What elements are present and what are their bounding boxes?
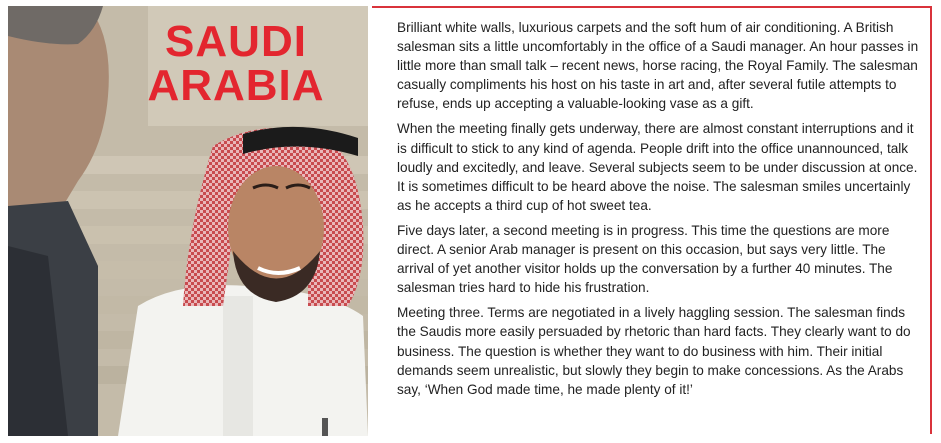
title-line-2: ARABIA: [147, 61, 325, 110]
paragraph-1: Brilliant white walls, luxurious carpets and the soft hum of air conditioning. A British salesman sits a little uncomfortably in the office of a Saudi manager. An hour passes in little more than small talk – recent news, horse racing, the Royal Family. The salesman casually compliments his host on his taste in art and, after several futile attempts to refuse, ends up accepting a valuable-looking vase as a gift.: [397, 20, 919, 112]
page-title: [126, 17, 346, 110]
paragraph-2: When the meeting finally gets underway, there are almost constant interruptions and it is difficult to stick to any kind of agenda. People drift into the office unannounced, talk loudly and excitedly, and leave. Several subjects seem to be under discussion at once. It is sometimes difficult to be heard above the noise. The salesman smiles uncertainly as he accepts a third cup of hot sweet tea.: [397, 121, 918, 213]
photo-two-businessmen: [8, 6, 368, 436]
paragraph-4: Meeting three. Terms are negotiated in a lively haggling session. The salesman finds the Saudis more easily persuaded by rhetoric than hard facts. They clearly want to do business. The question is whether they want to do business with him. Their initial demands seem unrealistic, but slowly they begin to make concessions. As the Arabs say, ‘When God made time, he made plenty of it!’: [397, 305, 911, 397]
title-line-1: SAUDI: [165, 17, 307, 66]
article-text-panel: [372, 6, 932, 434]
article-body: [397, 18, 919, 405]
paragraph-3: Five days later, a second meeting is in progress. This time the questions are more direct. A senior Arab manager is present on this occasion, but says very little. The arrival of yet another visitor holds up the conversation by a further 40 minutes. The salesman tries hard to hide his frustration.: [397, 222, 893, 296]
